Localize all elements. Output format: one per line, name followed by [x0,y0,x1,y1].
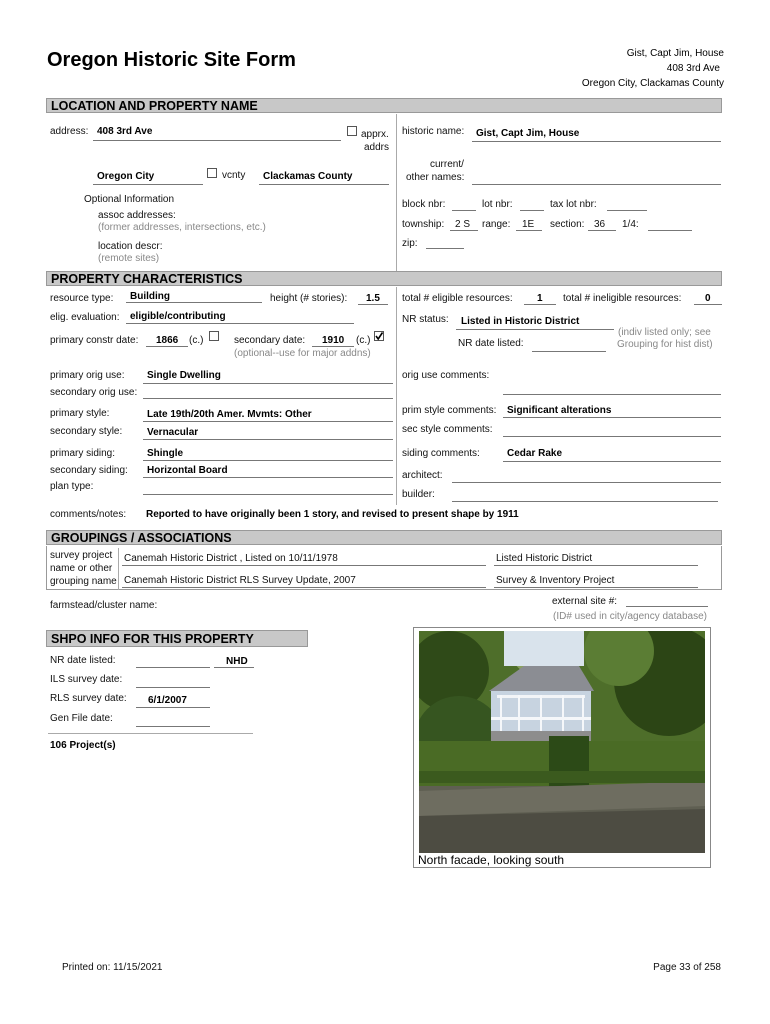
address-field-line [93,140,341,141]
groupings-section-header: GROUPINGS / ASSOCIATIONS [46,530,722,545]
secondary-date-value: 1910 [322,335,345,346]
primary-orig-use-value: Single Dwelling [147,370,221,381]
secondary-siding-value: Horizontal Board [147,465,228,476]
ils-survey-line [136,687,210,688]
township-line [450,230,478,231]
constr-date-label: primary constr date: [50,335,139,346]
approx-label: apprx. [361,129,389,140]
checkmark-icon [374,331,384,341]
optional-info-label: Optional Information [84,194,175,205]
printed-date: Printed on: 11/15/2021 [62,962,163,973]
grouping-row2-name: Canemah Historic District RLS Survey Update, 2007 [124,575,356,586]
groupings-divider [118,548,119,590]
grouping-row2-type-line [494,587,698,588]
siding-comments-line [503,461,721,462]
historic-name-value: Gist, Capt Jim, House [476,128,580,139]
grouping-row1-type-line [494,565,698,566]
indiv-hint-2: Grouping for hist dist) [617,339,713,350]
external-site-hint: (ID# used in city/agency database) [553,611,707,622]
architect-line [452,482,721,483]
farmstead-label: farmstead/cluster name: [50,600,158,611]
quarter-label: 1/4: [622,219,639,230]
resource-type-line [126,302,262,303]
nr-status-line [456,329,614,330]
height-label: height (# stories): [270,293,348,304]
secondary-date-line [312,346,354,347]
primary-siding-value: Shingle [147,448,184,459]
sec-style-comments-label: sec style comments: [402,424,493,435]
siding-comments-value: Cedar Rake [507,448,563,459]
total-ineligible-value: 0 [705,293,711,304]
addrs-label: addrs [364,142,390,153]
assoc-addresses-hint: (former addresses, intersections, etc.) [98,222,266,233]
secondary-orig-use-line [143,398,393,399]
other-names-label: other names: [406,172,465,183]
primary-siding-line [143,460,393,461]
optional-use-hint: (optional--use for major addns) [234,348,371,359]
total-ineligible-label: total # ineligible resources: [563,293,682,304]
gen-file-label: Gen File date: [50,713,113,724]
height-line [358,304,388,305]
orig-use-comments-line [503,394,721,395]
total-eligible-line [524,304,556,305]
county-field-line [259,184,389,185]
primary-style-value: Late 19th/20th Amer. Mvmts: Other [147,409,312,420]
comments-value: Reported to have originally been 1 story, and revised to present shape by 1911 [146,509,519,520]
survey-label-2: name or other [50,563,113,574]
grouping-row1-type: Listed Historic District [496,553,593,564]
rls-survey-line [136,707,210,708]
orig-use-comments-label: orig use comments: [402,370,490,381]
siding-comments-label: siding comments: [402,448,480,459]
vicinity-checkbox[interactable] [207,168,217,178]
header-site-city: Oregon City, Clackamas County [581,78,724,89]
zip-label: zip: [402,238,418,249]
secondary-circa-checkbox[interactable] [374,331,384,341]
constr-circa-label: (c.) [189,335,204,346]
assoc-addresses-label: assoc addresses: [98,210,176,221]
builder-label: builder: [402,489,435,500]
constr-date-line [146,346,188,347]
secondary-date-label: secondary date: [234,335,306,346]
shpo-nr-date-label: NR date listed: [50,655,116,666]
section-label: section: [550,219,585,230]
shpo-nr-date-line [136,667,210,668]
quarter-line [648,230,692,231]
shpo-nr-value: NHD [226,656,248,667]
constr-circa-checkbox[interactable] [209,331,219,341]
shpo-nr-value-line [214,667,254,668]
ils-survey-label: ILS survey date: [50,674,123,685]
header-site-address: 408 3rd Ave [666,63,720,74]
city-field-line [93,184,203,185]
page-title: Oregon Historic Site Form [47,49,296,71]
range-value: 1E [522,219,535,230]
primary-siding-label: primary siding: [50,448,116,459]
nr-date-label: NR date listed: [458,338,524,349]
secondary-siding-label: secondary siding: [50,465,128,476]
secondary-siding-line [143,477,393,478]
photo-caption: North facade, looking south [418,853,565,867]
property-section-header: PROPERTY CHARACTERISTICS [46,271,722,286]
block-nbr-label: block nbr: [402,199,446,210]
approx-checkbox[interactable] [347,126,357,136]
secondary-style-line [143,439,393,440]
external-site-label: external site #: [552,596,618,607]
photo-frame [413,627,711,868]
location-descr-label: location descr: [98,241,163,252]
lot-nbr-label: lot nbr: [482,199,513,210]
location-descr-hint: (remote sites) [98,253,160,264]
historic-name-line [472,141,721,142]
grouping-row2-line [122,587,486,588]
nr-date-line [532,351,606,352]
address-label: address: [50,126,89,137]
secondary-orig-use-label: secondary orig use: [50,387,138,398]
rls-survey-value: 6/1/2007 [148,695,187,706]
constr-date-value: 1866 [156,335,179,346]
elig-evaluation-line [126,323,354,324]
comments-label: comments/notes: [50,509,127,520]
nr-status-value: Listed in Historic District [461,316,580,327]
shpo-section-header: SHPO INFO FOR THIS PROPERTY [46,630,308,647]
total-eligible-value: 1 [537,293,543,304]
builder-line [452,501,718,502]
grouping-row2-type: Survey & Inventory Project [496,575,615,586]
section-line [588,230,616,231]
page-number: Page 33 of 258 [653,962,721,973]
shpo-divider [48,733,253,734]
lot-nbr-line [520,210,544,211]
current-label: current/ [430,159,464,170]
gen-file-line [136,726,210,727]
secondary-circa-label: (c.) [356,335,371,346]
block-nbr-line [452,210,476,211]
secondary-style-label: secondary style: [50,426,123,437]
section-value: 36 [594,219,606,230]
total-ineligible-line [694,304,722,305]
elig-evaluation-label: elig. evaluation: [50,312,120,323]
prim-style-comments-label: prim style comments: [402,405,497,416]
primary-style-line [143,421,393,422]
tax-lot-line [607,210,647,211]
survey-label-1: survey project [50,550,113,561]
secondary-style-value: Vernacular [147,427,199,438]
vicinity-label: vcnty [222,170,246,181]
house-photo [419,631,705,853]
sec-style-comments-line [503,436,721,437]
plan-type-label: plan type: [50,481,94,492]
indiv-hint-1: (indiv listed only; see [618,327,711,338]
grouping-row1-name: Canemah Historic District , Listed on 10/11/1978 [124,553,338,564]
location-section-header: LOCATION AND PROPERTY NAME [46,98,722,113]
tax-lot-label: tax lot nbr: [550,199,597,210]
city-value: Oregon City [97,171,155,182]
prim-style-comments-value: Significant alterations [507,405,612,416]
township-label: township: [402,219,445,230]
historic-name-label: historic name: [402,126,465,137]
prim-style-comments-line [503,417,721,418]
architect-label: architect: [402,470,443,481]
plan-type-line [143,494,393,495]
resource-type-label: resource type: [50,293,114,304]
rls-survey-label: RLS survey date: [50,693,127,704]
primary-orig-use-line [143,383,393,384]
location-divider [396,114,397,272]
primary-style-label: primary style: [50,408,110,419]
elig-evaluation-value: eligible/contributing [130,311,226,322]
resource-type-value: Building [130,291,170,302]
primary-orig-use-label: primary orig use: [50,370,125,381]
range-line [516,230,542,231]
nr-status-label: NR status: [402,314,449,325]
township-value: 2 S [455,219,471,230]
county-value: Clackamas County [263,171,353,182]
property-divider [396,287,397,505]
grouping-row1-line [122,565,486,566]
external-site-line [626,606,708,607]
other-names-line [472,184,721,185]
address-value: 408 3rd Ave [97,126,153,137]
header-site-name: Gist, Capt Jim, House [626,48,724,59]
project-label: 106 Project(s) [50,740,116,751]
zip-line [426,248,464,249]
survey-label-3: grouping name [50,576,117,587]
range-label: range: [482,219,511,230]
total-eligible-label: total # eligible resources: [402,293,513,304]
height-value: 1.5 [366,293,380,304]
